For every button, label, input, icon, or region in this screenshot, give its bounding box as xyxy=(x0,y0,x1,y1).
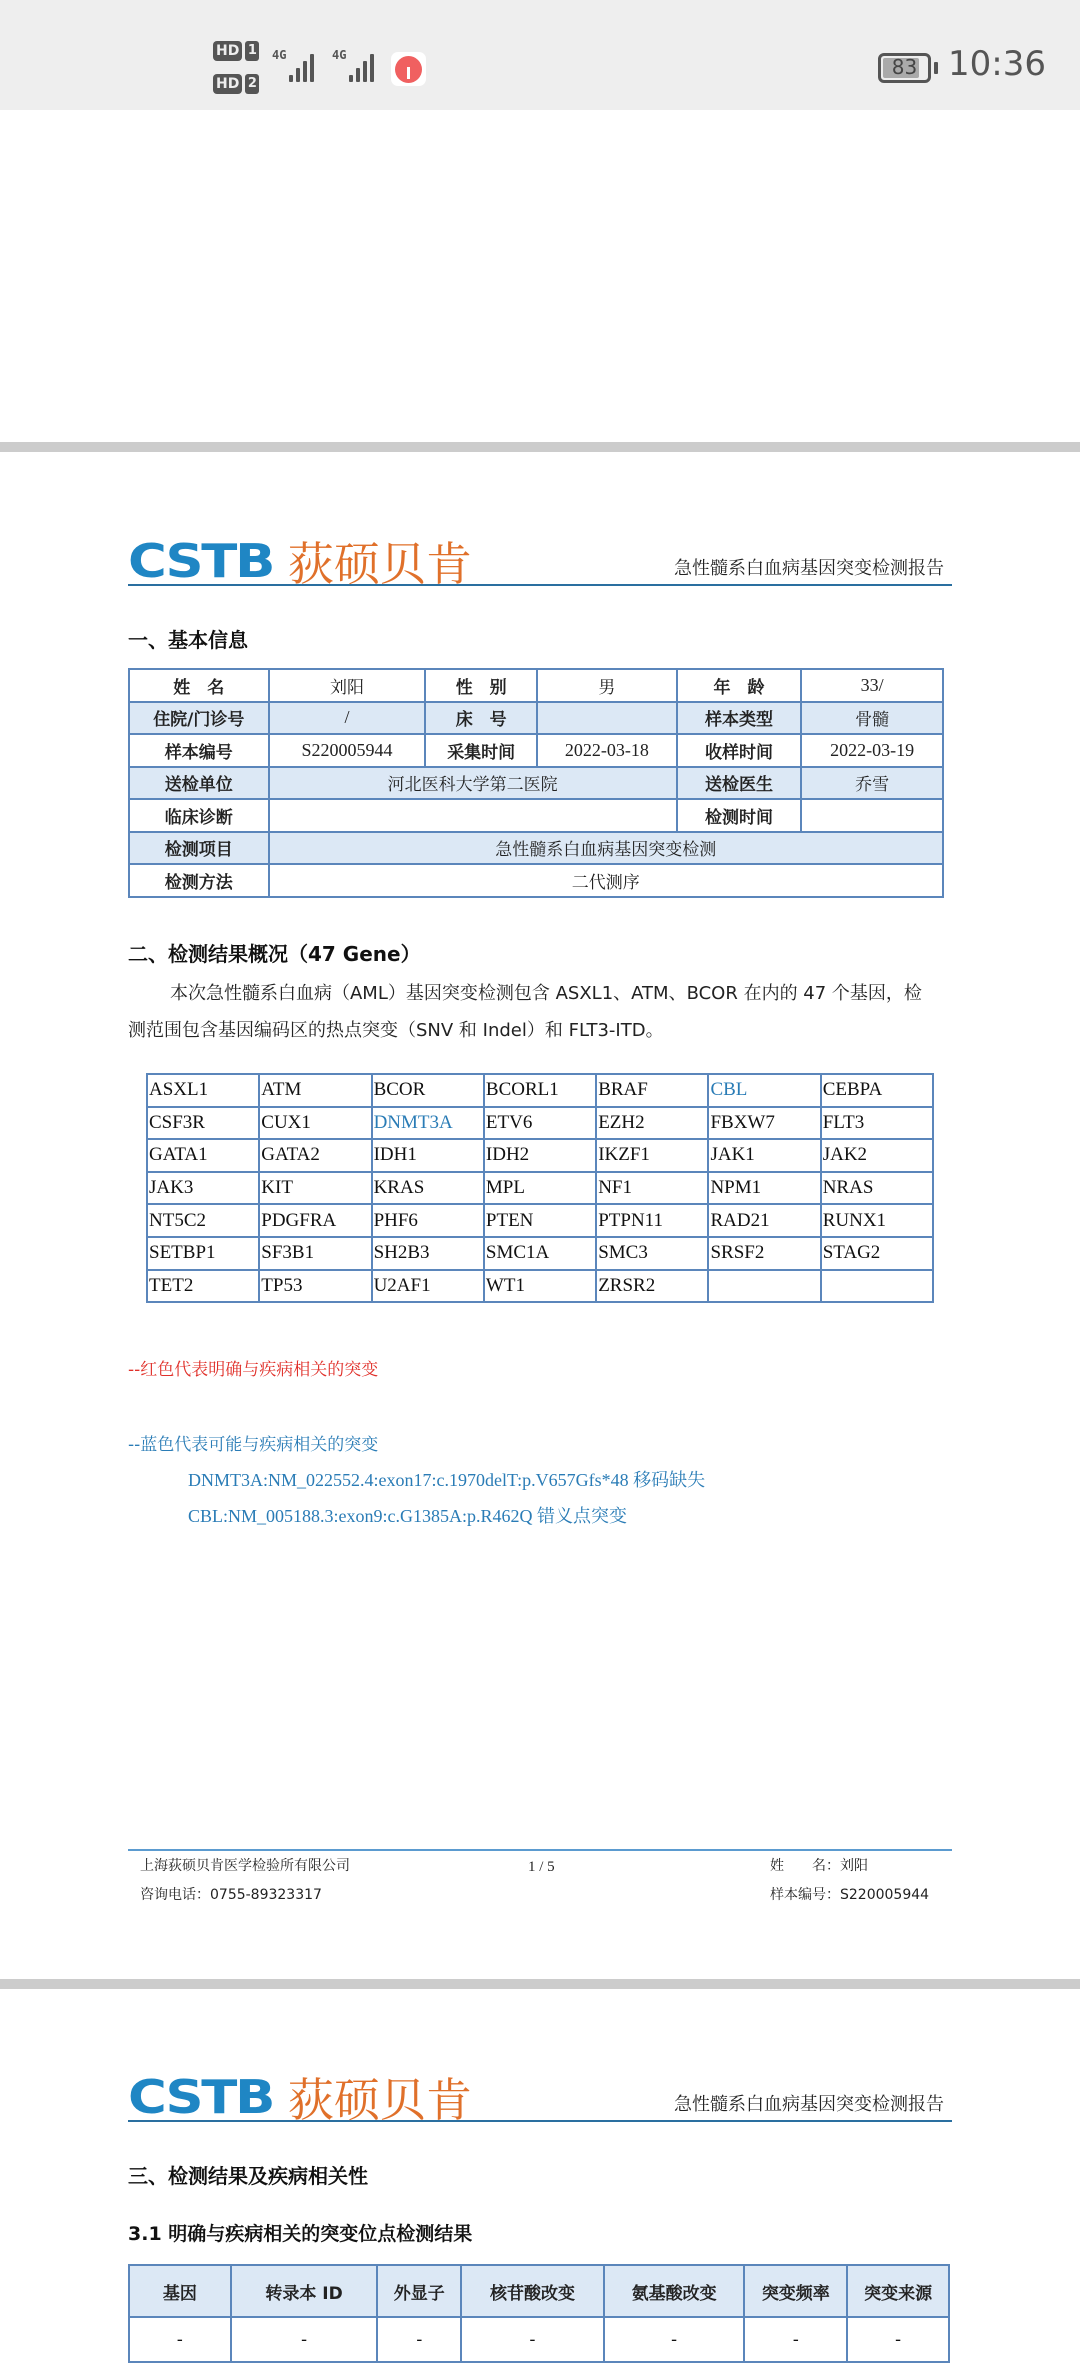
gene-cell: JAK2 xyxy=(821,1139,933,1172)
signal-strength-icon xyxy=(272,48,317,82)
page-footer xyxy=(128,1849,952,1909)
info-row xyxy=(129,734,943,767)
info-row xyxy=(129,864,943,897)
info-label: 年 龄 xyxy=(677,669,802,702)
page-number: 1 / 5 xyxy=(528,1859,555,1875)
report-title: 急性髓系白血病基因突变检测报告 xyxy=(674,2094,944,2115)
gene-cell xyxy=(821,1270,933,1303)
result-header-row xyxy=(129,2265,949,2317)
gene-cell: PTEN xyxy=(484,1204,596,1237)
page-separator xyxy=(0,442,1080,452)
info-label: 姓 名 xyxy=(129,669,269,702)
info-label: 检测方法 xyxy=(129,864,269,897)
hotspot-icon xyxy=(391,52,426,86)
gene-row xyxy=(147,1270,933,1303)
info-value: 乔雪 xyxy=(801,767,943,800)
gene-cell: KRAS xyxy=(372,1172,484,1205)
info-value: 33/ xyxy=(801,669,943,702)
gene-cell: SF3B1 xyxy=(259,1237,371,1270)
gene-cell: JAK1 xyxy=(708,1139,820,1172)
gene-cell: PDGFRA xyxy=(259,1204,371,1237)
info-label: 样本编号 xyxy=(129,734,269,767)
column-header: 突变频率 xyxy=(744,2265,847,2317)
gene-cell: ASXL1 xyxy=(147,1074,259,1107)
info-label: 检测项目 xyxy=(129,832,269,865)
sim1-hd-icon xyxy=(213,41,263,61)
network-type: 4G xyxy=(332,48,347,62)
info-label: 送检医生 xyxy=(677,767,802,800)
gene-cell: RAD21 xyxy=(708,1204,820,1237)
logo-cn: 荻硕贝肯 xyxy=(288,2073,472,2127)
gene-table xyxy=(146,1073,934,1303)
battery-icon xyxy=(878,53,931,83)
mutation-result-table xyxy=(128,2264,950,2363)
gene-cell: NT5C2 xyxy=(147,1204,259,1237)
clock: 10:36 xyxy=(948,44,1046,84)
result-cell: - xyxy=(129,2317,231,2362)
footer-name: 姓 名：刘阳 xyxy=(770,1858,868,1874)
column-header: 转录本 ID xyxy=(231,2265,378,2317)
gene-cell: ETV6 xyxy=(484,1107,596,1140)
column-header: 外显子 xyxy=(377,2265,461,2317)
info-value: S220005944 xyxy=(269,734,426,767)
gene-row xyxy=(147,1074,933,1107)
gene-cell: CUX1 xyxy=(259,1107,371,1140)
basic-info-table xyxy=(128,668,944,898)
battery-percent: 83 xyxy=(891,55,918,79)
report-title: 急性髓系白血病基因突变检测报告 xyxy=(674,558,944,579)
info-value xyxy=(537,702,677,735)
gene-cell: SH2B3 xyxy=(372,1237,484,1270)
gene-cell: GATA2 xyxy=(259,1139,371,1172)
result-cell: - xyxy=(377,2317,461,2362)
info-value: / xyxy=(269,702,426,735)
gene-cell: RUNX1 xyxy=(821,1204,933,1237)
gene-cell: DNMT3A xyxy=(372,1107,484,1140)
section-heading: 一、基本信息 xyxy=(128,628,248,652)
result-cell: - xyxy=(461,2317,604,2362)
sim-slot: 1 xyxy=(245,41,259,61)
legend-red: --红色代表明确与疾病相关的突变 xyxy=(128,1360,379,1380)
logo-en: CSTB xyxy=(128,2070,274,2124)
gene-row xyxy=(147,1172,933,1205)
info-label: 检测时间 xyxy=(677,799,802,832)
gene-cell: GATA1 xyxy=(147,1139,259,1172)
info-value: 河北医科大学第二医院 xyxy=(269,767,677,800)
info-row xyxy=(129,669,943,702)
info-label: 采集时间 xyxy=(425,734,537,767)
info-value: 骨髓 xyxy=(801,702,943,735)
gene-cell: BRAF xyxy=(596,1074,708,1107)
legend-blue: --蓝色代表可能与疾病相关的突变 xyxy=(128,1435,379,1455)
logo-cn: 荻硕贝肯 xyxy=(288,537,472,591)
gene-cell: PTPN11 xyxy=(596,1204,708,1237)
result-cell: - xyxy=(231,2317,378,2362)
gene-cell: WT1 xyxy=(484,1270,596,1303)
info-label: 性 别 xyxy=(425,669,537,702)
gene-cell xyxy=(708,1270,820,1303)
result-row xyxy=(129,2317,949,2362)
result-cell: - xyxy=(744,2317,847,2362)
info-value xyxy=(269,799,677,832)
battery-tip xyxy=(934,62,938,74)
gene-row xyxy=(147,1107,933,1140)
info-label: 送检单位 xyxy=(129,767,269,800)
section-heading: 二、检测结果概况（47 Gene） xyxy=(128,942,421,966)
hd-badge: HD xyxy=(213,41,242,61)
gene-cell: BCORL1 xyxy=(484,1074,596,1107)
gene-cell: KIT xyxy=(259,1172,371,1205)
info-value: 2022-03-19 xyxy=(801,734,943,767)
gene-cell: ATM xyxy=(259,1074,371,1107)
gene-cell: NPM1 xyxy=(708,1172,820,1205)
result-cell: - xyxy=(604,2317,745,2362)
info-label: 收样时间 xyxy=(677,734,802,767)
gene-cell: TP53 xyxy=(259,1270,371,1303)
gene-cell: IKZF1 xyxy=(596,1139,708,1172)
gene-cell: PHF6 xyxy=(372,1204,484,1237)
column-header: 突变来源 xyxy=(847,2265,949,2317)
gene-cell: CSF3R xyxy=(147,1107,259,1140)
network-type: 4G xyxy=(272,48,287,62)
hd-badge: HD xyxy=(213,74,242,94)
footer-phone: 咨询电话：0755-89323317 xyxy=(140,1887,322,1903)
footer-company: 上海荻硕贝肯医学检验所有限公司 xyxy=(140,1858,350,1874)
column-header: 核苷酸改变 xyxy=(461,2265,604,2317)
gene-cell: U2AF1 xyxy=(372,1270,484,1303)
info-value: 急性髓系白血病基因突变检测 xyxy=(269,832,943,865)
gene-cell: SMC1A xyxy=(484,1237,596,1270)
summary-paragraph: 本次急性髓系白血病（AML）基因突变检测包含 ASXL1、ATM、BCOR 在内的 47 个基因，检 xyxy=(170,983,922,1004)
page-separator xyxy=(0,1979,1080,1989)
gene-cell: MPL xyxy=(484,1172,596,1205)
footer-sample-no: 样本编号：S220005944 xyxy=(770,1887,930,1903)
info-value xyxy=(801,799,943,832)
column-header: 氨基酸改变 xyxy=(604,2265,745,2317)
logo-en: CSTB xyxy=(128,534,274,588)
gene-cell: SETBP1 xyxy=(147,1237,259,1270)
info-label: 临床诊断 xyxy=(129,799,269,832)
gene-cell: ZRSR2 xyxy=(596,1270,708,1303)
gene-cell: EZH2 xyxy=(596,1107,708,1140)
section-heading: 三、检测结果及疾病相关性 xyxy=(128,2164,368,2188)
sim2-hd-icon xyxy=(213,74,263,94)
gene-cell: CEBPA xyxy=(821,1074,933,1107)
info-row xyxy=(129,832,943,865)
info-row xyxy=(129,767,943,800)
column-header: 基因 xyxy=(129,2265,231,2317)
gene-cell: IDH1 xyxy=(372,1139,484,1172)
report-header xyxy=(128,530,952,591)
result-cell: - xyxy=(847,2317,949,2362)
info-row xyxy=(129,799,943,832)
gene-cell: IDH2 xyxy=(484,1139,596,1172)
gene-cell: JAK3 xyxy=(147,1172,259,1205)
gene-cell: STAG2 xyxy=(821,1237,933,1270)
gene-cell: FBXW7 xyxy=(708,1107,820,1140)
gene-cell: TET2 xyxy=(147,1270,259,1303)
mutation-item: DNMT3A:NM_022552.4:exon17:c.1970delT:p.V657Gfs*48 移码缺失 xyxy=(188,1470,706,1490)
status-bar xyxy=(0,0,1080,110)
info-label: 样本类型 xyxy=(677,702,802,735)
subsection-heading: 3.1 明确与疾病相关的突变位点检测结果 xyxy=(128,2223,473,2245)
info-row xyxy=(129,702,943,735)
info-value: 刘阳 xyxy=(269,669,426,702)
gene-cell: BCOR xyxy=(372,1074,484,1107)
gene-row xyxy=(147,1139,933,1172)
gene-cell: SMC3 xyxy=(596,1237,708,1270)
gene-row xyxy=(147,1237,933,1270)
gene-cell: SRSF2 xyxy=(708,1237,820,1270)
gene-cell: NF1 xyxy=(596,1172,708,1205)
report-header xyxy=(128,2066,952,2127)
info-value: 二代测序 xyxy=(269,864,943,897)
gene-cell: NRAS xyxy=(821,1172,933,1205)
sim-slot: 2 xyxy=(245,74,259,94)
gene-cell: FLT3 xyxy=(821,1107,933,1140)
info-label: 住院/门诊号 xyxy=(129,702,269,735)
info-label: 床 号 xyxy=(425,702,537,735)
summary-paragraph: 测范围包含基因编码区的热点突变（SNV 和 Indel）和 FLT3-ITD。 xyxy=(128,1020,664,1041)
info-value: 2022-03-18 xyxy=(537,734,677,767)
signal-strength-icon xyxy=(332,48,377,82)
info-value: 男 xyxy=(537,669,677,702)
mutation-item: CBL:NM_005188.3:exon9:c.G1385A:p.R462Q 错义点突变 xyxy=(188,1506,627,1526)
gene-cell: CBL xyxy=(708,1074,820,1107)
gene-row xyxy=(147,1204,933,1237)
